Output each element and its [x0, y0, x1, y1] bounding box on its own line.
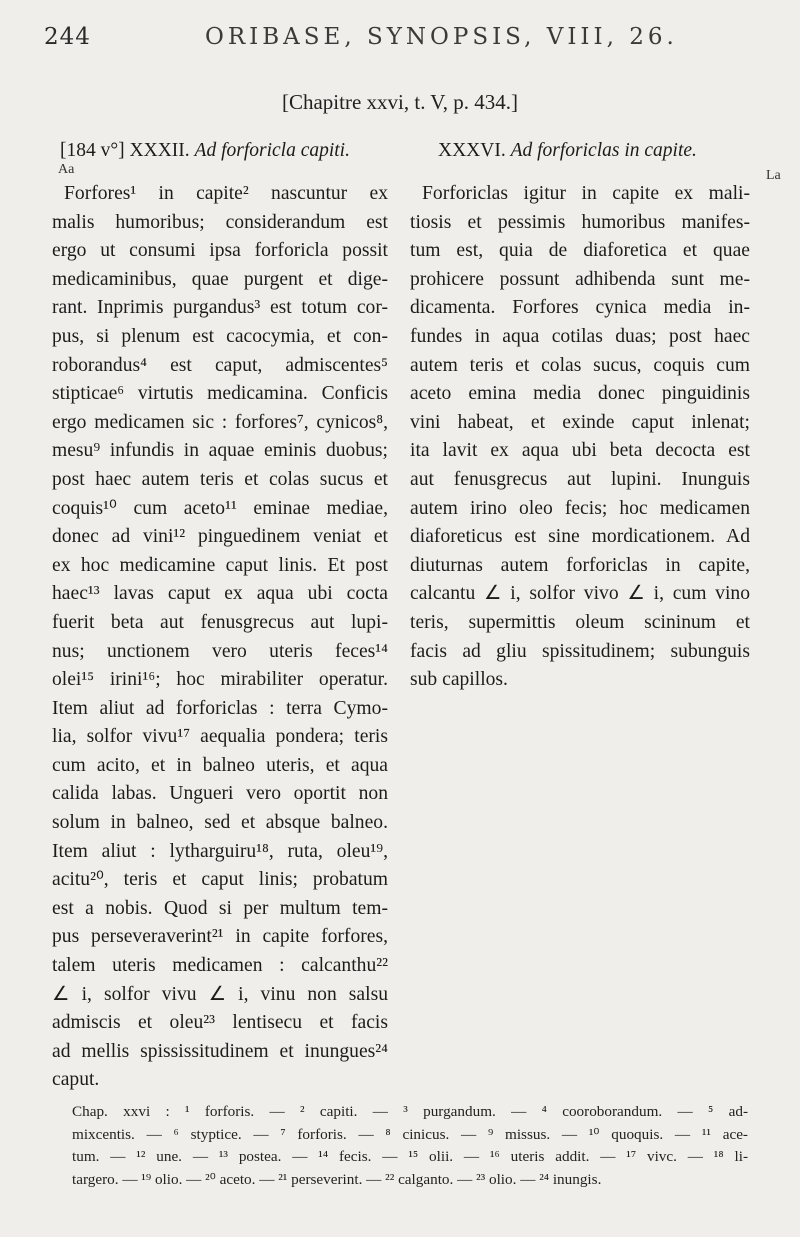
right-column-heading — [438, 140, 697, 162]
text-line: donec ad vini¹² pinguedinem veniat et — [52, 526, 388, 548]
right-margin-mark: La — [766, 168, 781, 183]
text-line: tiosis et pessimis humoribus manifes- — [410, 211, 750, 233]
footnote-line: Chap. xxvi : ¹ forforis. — ² capiti. — ³ purgandum. — ⁴ cooroborandum. — ⁵ ad- — [72, 1103, 748, 1120]
text-line: calcantu ∠ i, solfor vivo ∠ i, cum vino — [410, 583, 750, 605]
text-line: nus; unctionem vero uteris feces¹⁴ — [52, 640, 388, 662]
text-line: post haec autem teris et colas sucus et — [52, 468, 388, 490]
text-line: autem irino oleo fecis; hoc medicamen — [410, 497, 750, 519]
text-line: aceto emina media donec pinguidinis — [410, 383, 750, 405]
left-column-text — [52, 180, 388, 1095]
right-heading-prefix: XXXVI. — [438, 140, 506, 161]
footnotes — [72, 1101, 748, 1191]
text-line: admiscis et oleu²³ lentisecu et facis — [52, 1012, 388, 1034]
text-line: diuturnas autem forforiclas in capite, — [410, 554, 750, 576]
text-line: mesu⁹ infundis in aquae eminis duobus; — [52, 440, 388, 462]
text-line: stipticae⁶ virtutis medicamina. Conficis — [52, 383, 388, 405]
text-line: malis humoribus; considerandum est — [52, 211, 388, 233]
text-line: ad mellis spississitudinem et inungues²⁴ — [52, 1040, 388, 1062]
footnote-line: tum. — ¹² une. — ¹³ postea. — ¹⁴ fecis. — ¹⁵ olii. — ¹⁶ uteris addit. — ¹⁷ vivc. — ¹⁸ li- — [72, 1148, 748, 1165]
text-line: lia, solfor vivu¹⁷ aequalia pondera; teris — [52, 726, 388, 748]
text-line: vini habeat, et exinde caput inlenat; — [410, 411, 750, 433]
text-line: ita lavit ex aqua ubi beta decocta est — [410, 440, 750, 462]
text-line: sub capillos. — [410, 669, 508, 691]
text-line: calida labas. Ungueri vero oportit non — [52, 783, 388, 805]
text-line: caput. — [52, 1069, 100, 1091]
text-line: medicaminibus, quae purgent et dige- — [52, 268, 388, 290]
left-heading-title: Ad forforicla capiti. — [194, 140, 350, 161]
footnote-line: mixcentis. — ⁶ styptice. — ⁷ forforis. — ⁸ cinicus. — ⁹ missus. — ¹⁰ quoquis. — ¹¹ ace- — [72, 1125, 748, 1143]
text-line: teris, supermittis oleum scininum et — [410, 611, 750, 633]
text-line: acitu²⁰, teris et caput linis; probatum — [52, 869, 388, 891]
running-title: ORIBASE, SYNOPSIS, VIII, 26. — [205, 24, 678, 50]
text-line: solum in balneo, sed et absque balneo. — [52, 812, 388, 834]
right-heading-title: Ad forforiclas in capite. — [510, 140, 697, 161]
text-line: ex hoc medicamine caput linis. Et post — [52, 554, 388, 576]
text-line: Item aliut : lytharguiru¹⁸, ruta, oleu¹⁹, — [52, 840, 388, 862]
text-line: ∠ i, solfor vivu ∠ i, vinu non salsu — [52, 983, 388, 1005]
text-line: cum acito, et in balneo uteris, et aqua — [52, 754, 388, 776]
footnote-line: targero. — ¹⁹ olio. — ²⁰ aceto. — ²¹ perseverint. — ²² calganto. — ²³ olio. — ²⁴ inungis. — [72, 1170, 602, 1188]
running-head — [30, 24, 770, 58]
text-line: dicamenta. Forfores cynica media in- — [410, 297, 750, 319]
left-heading-prefix: [184 v°] XXXII. — [60, 140, 190, 161]
text-line: Item aliut ad forforiclas : terra Cymo- — [52, 697, 388, 719]
text-line: tum est, quia de diaforetica et quae — [410, 240, 750, 262]
text-line: ergo medicamen sic : forfores⁷, cynicos⁸, — [52, 411, 388, 433]
chapter-reference: [Chapitre xxvi, t. V, p. 434.] — [281, 90, 519, 114]
left-column-heading — [60, 140, 350, 162]
text-line: haec¹³ lavas caput ex aqua ubi cocta — [52, 583, 388, 605]
text-line: autem teris et colas sucus, coquis cum — [410, 354, 750, 376]
text-line: prohicere possunt adhibenda sunt me- — [410, 268, 750, 290]
text-line: talem uteris medicamen : calcanthu²² — [52, 955, 388, 977]
right-column-text — [410, 180, 750, 695]
text-line: rant. Inprimis purgandus³ est totum cor- — [52, 297, 388, 319]
page-number: 244 — [44, 24, 91, 50]
text-line: aut fenusgrecus aut lupini. Inunguis — [410, 468, 750, 490]
text-line: est a nobis. Quod si per multum tem- — [52, 897, 388, 919]
text-line: olei¹⁵ irini¹⁶; hoc mirabiliter operatur. — [52, 669, 388, 691]
text-line: pus, si plenum est cacocymia, et con- — [52, 325, 388, 347]
text-line: facis ad gliu spissitudinem; subunguis — [410, 640, 750, 662]
text-line: coquis¹⁰ cum aceto¹¹ eminae mediae, — [52, 497, 388, 519]
text-line: Forfores¹ in capite² nascuntur ex — [64, 183, 388, 204]
text-line: fundes in aqua cotilas duas; post haec — [410, 325, 750, 347]
text-line: diaforeticus est sine mordicationem. Ad — [410, 526, 750, 548]
text-line: roborandus⁴ est caput, admiscentes⁵ — [52, 354, 388, 376]
left-margin-mark: Aa — [58, 162, 75, 177]
text-line: ergo ut consumi ipsa forforicla possit — [52, 240, 388, 262]
text-line: pus perseveraverint²¹ in capite forfores, — [52, 926, 388, 948]
text-line: fuerit beta aut fenusgrecus aut lupi- — [52, 611, 388, 633]
text-line: Forforiclas igitur in capite ex mali- — [422, 183, 750, 204]
